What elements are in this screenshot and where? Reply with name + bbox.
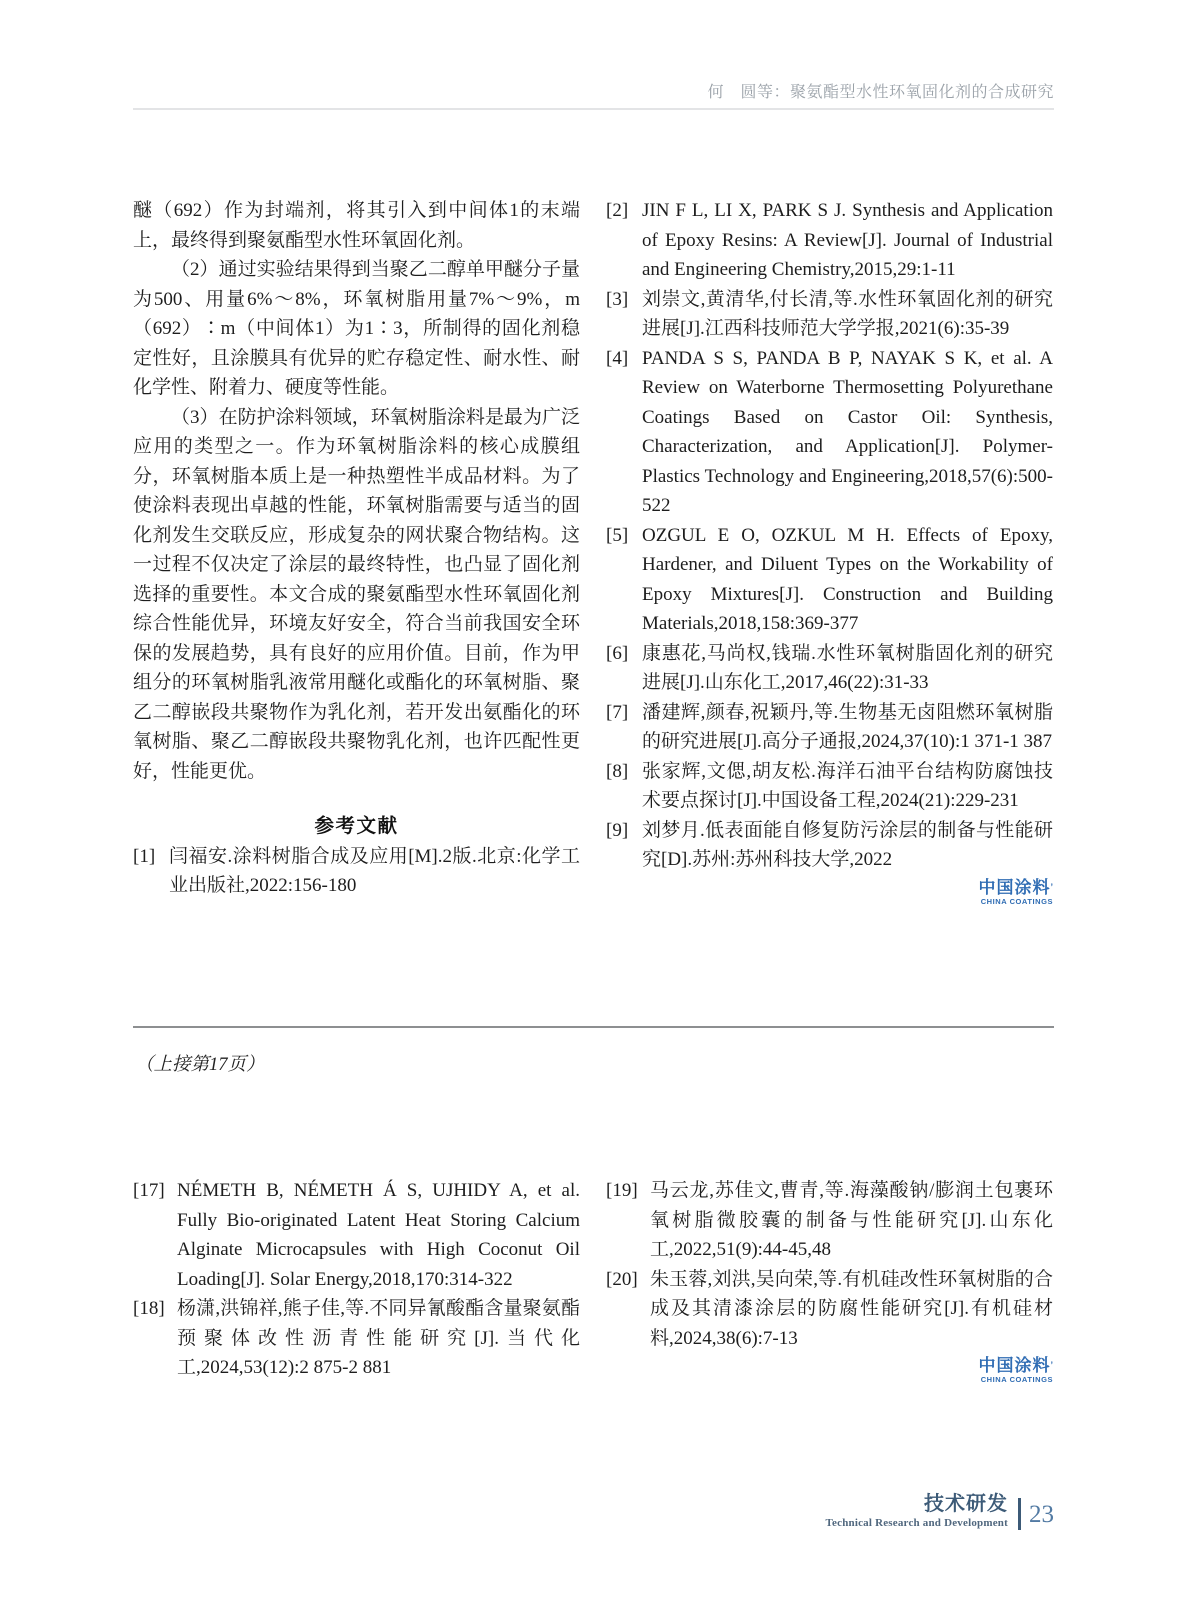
reference-text: NÉMETH B, NÉMETH Á S, UJHIDY A, et al. Fully Bio-originated Latent Heat Storing Calcium Alginate Microcapsules with High Coconut Oil Loading[J]. Solar Energy,2018,170:314-322 <box>177 1180 580 1290</box>
reference-item-18 <box>133 1294 580 1383</box>
reference-item-19 <box>606 1176 1053 1265</box>
left-column <box>133 196 580 906</box>
reference-text: 朱玉蓉,刘洪,吴向荣,等.有机硅改性环氧树脂的合成及其清漆涂层的防腐性能研究[J].有机硅材料,2024,38(6):7-13 <box>650 1268 1053 1349</box>
reference-number: [19] <box>606 1180 638 1201</box>
reference-text: PANDA S S, PANDA B P, NAYAK S K, et al. A Review on Waterborne Thermosetting Polyurethane Coatings Based on Castor Oil: Synthesis, Characterization, and Application[J]. Polymer-Plastics Technology and Engineering,2018,57(6):500-522 <box>642 347 1053 516</box>
reference-number: [2] <box>606 200 629 221</box>
reference-text: 刘梦月.低表面能自修复防污涂层的制备与性能研究[D].苏州:苏州科技大学,2022 <box>642 819 1053 870</box>
reference-item-17 <box>133 1176 580 1294</box>
page-footer <box>826 1494 1055 1530</box>
reference-text: 潘建辉,颜春,祝颖丹,等.生物基无卤阻燃环氧树脂的研究进展[J].高分子通报,2024,37(10):1 371-1 387 <box>642 701 1053 752</box>
reference-item-6 <box>606 639 1053 698</box>
reference-number: [18] <box>133 1298 165 1319</box>
main-content <box>133 196 1054 906</box>
reference-text: 张家辉,文偲,胡友松.海洋石油平台结构防腐蚀技术要点探讨[J].中国设备工程,2024(21):229-231 <box>642 760 1053 811</box>
continued-references <box>133 1176 1054 1384</box>
reference-text: JIN F L, LI X, PARK S J. Synthesis and Application of Epoxy Resins: A Review[J]. Journal of Industrial and Engineering Chemistry,2015,29:1-11 <box>642 200 1053 280</box>
reference-item-20 <box>606 1265 1053 1354</box>
reference-item-4 <box>606 344 1053 521</box>
reference-text: 杨潇,洪锦祥,熊子佳,等.不同异氰酸酯含量聚氨酯预聚体改性沥青性能研究[J].当代化工,2024,53(12):2 875-2 881 <box>177 1298 580 1378</box>
reference-text: 康惠花,马尚权,钱瑞.水性环氧树脂固化剂的研究进展[J].山东化工,2017,46(22):31-33 <box>642 642 1053 693</box>
section-divider <box>133 1026 1054 1028</box>
reference-item-5 <box>606 521 1053 639</box>
reference-text: 马云龙,苏佳文,曹青,等.海藻酸钠/膨润土包裹环氧树脂微胶囊的制备与性能研究[J].山东化工,2022,51(9):44-45,48 <box>650 1180 1053 1260</box>
reference-number: [4] <box>606 347 629 369</box>
right-column <box>606 196 1053 906</box>
reference-number: [20] <box>606 1268 638 1290</box>
trademark-mark: ’ <box>1050 1360 1053 1370</box>
logo-name: 中国涂料 <box>978 1356 1051 1375</box>
reference-text: OZGUL E O, OZKUL M H. Effects of Epoxy, Hardener, and Diluent Types on the Workability of Epoxy Mixtures[J]. Construction and Building Materials,2018,158:369-377 <box>642 524 1053 634</box>
reference-number: [3] <box>606 288 629 310</box>
conclusion-paragraph-2: （2）通过实验结果得到当聚乙二醇单甲醚分子量为500、用量6%～8%，环氧树脂用量7%～9%，m（692）∶m（中间体1）为1∶3，所制得的固化剂稳定性好，且涂膜具有优异的贮存稳定性、耐水性、耐化学性、附着力、硬度等性能。 <box>133 259 580 398</box>
reference-text: 刘崇文,黄清华,付长清,等.水性环氧固化剂的研究进展[J].江西科技师范大学学报,2021(6):35-39 <box>642 288 1053 339</box>
reference-item-3 <box>606 285 1053 344</box>
reference-number: [6] <box>606 642 629 664</box>
china-coatings-logo <box>978 879 1053 906</box>
reference-item-7 <box>606 698 1053 757</box>
china-coatings-logo-subtitle: CHINA COATINGS <box>980 1375 1053 1384</box>
footer-section-en: Technical Research and Development <box>825 1517 1008 1529</box>
reference-number: [7] <box>606 701 629 723</box>
continuation-note: （上接第17页） <box>135 1055 265 1075</box>
reference-number: [8] <box>606 760 629 782</box>
references-heading: 参考文献 <box>314 815 399 837</box>
footer-divider-bar <box>1018 1498 1021 1530</box>
reference-number: [17] <box>133 1180 165 1201</box>
bottom-left-column <box>133 1176 580 1384</box>
footer-section-labels <box>826 1494 1009 1530</box>
bottom-right-column <box>606 1176 1053 1384</box>
page-number: 23 <box>1029 1501 1054 1528</box>
header-rule <box>133 108 1054 110</box>
running-header <box>133 84 1054 110</box>
reference-number: [1] <box>133 845 156 867</box>
footer-section-cn: 技术研发 <box>924 1493 1008 1515</box>
reference-item-1 <box>133 842 580 901</box>
running-title: 何 圆等：聚氨酯型水性环氧固化剂的合成研究 <box>707 84 1054 101</box>
reference-number: [9] <box>606 819 629 841</box>
china-coatings-logo <box>978 1357 1053 1384</box>
china-coatings-logo-wordmark <box>978 879 1053 896</box>
reference-item-8 <box>606 757 1053 816</box>
china-coatings-logo-subtitle: CHINA COATINGS <box>980 896 1053 906</box>
reference-item-9 <box>606 816 1053 875</box>
reference-number: [5] <box>606 524 629 546</box>
conclusion-paragraph-1: 醚（692）作为封端剂，将其引入到中间体1的末端上，最终得到聚氨酯型水性环氧固化剂。 <box>133 200 580 251</box>
china-coatings-logo-wordmark <box>978 1357 1053 1374</box>
conclusion-paragraph-3: （3）在防护涂料领域，环氧树脂涂料是最为广泛应用的类型之一。作为环氧树脂涂料的核心成膜组分，环氧树脂本质上是一种热塑性半成品材料。为了使涂料表现出卓越的性能，环氧树脂需要与适当的固化剂发生交联反应，形成复杂的网状聚合物结构。这一过程不仅决定了涂层的最终特性，也凸显了固化剂选择的重要性。本文合成的聚氨酯型水性环氧固化剂综合性能优异，环境友好安全，符合当前我国安全环保的发展趋势，具有良好的应用价值。目前，作为甲组分的环氧树脂乳液常用醚化或酯化的环氧树脂、聚乙二醇嵌段共聚物作为乳化剂，若开发出氨酯化的环氧树脂、聚乙二醇嵌段共聚物乳化剂，也许匹配性更好，性能更优。 <box>133 406 580 782</box>
trademark-mark: ’ <box>1050 881 1053 892</box>
reference-text: 闫福安.涂料树脂合成及应用[M].2版.北京:化学工业出版社,2022:156-180 <box>169 845 580 896</box>
reference-item-2 <box>606 196 1053 285</box>
logo-name: 中国涂料 <box>978 877 1051 897</box>
